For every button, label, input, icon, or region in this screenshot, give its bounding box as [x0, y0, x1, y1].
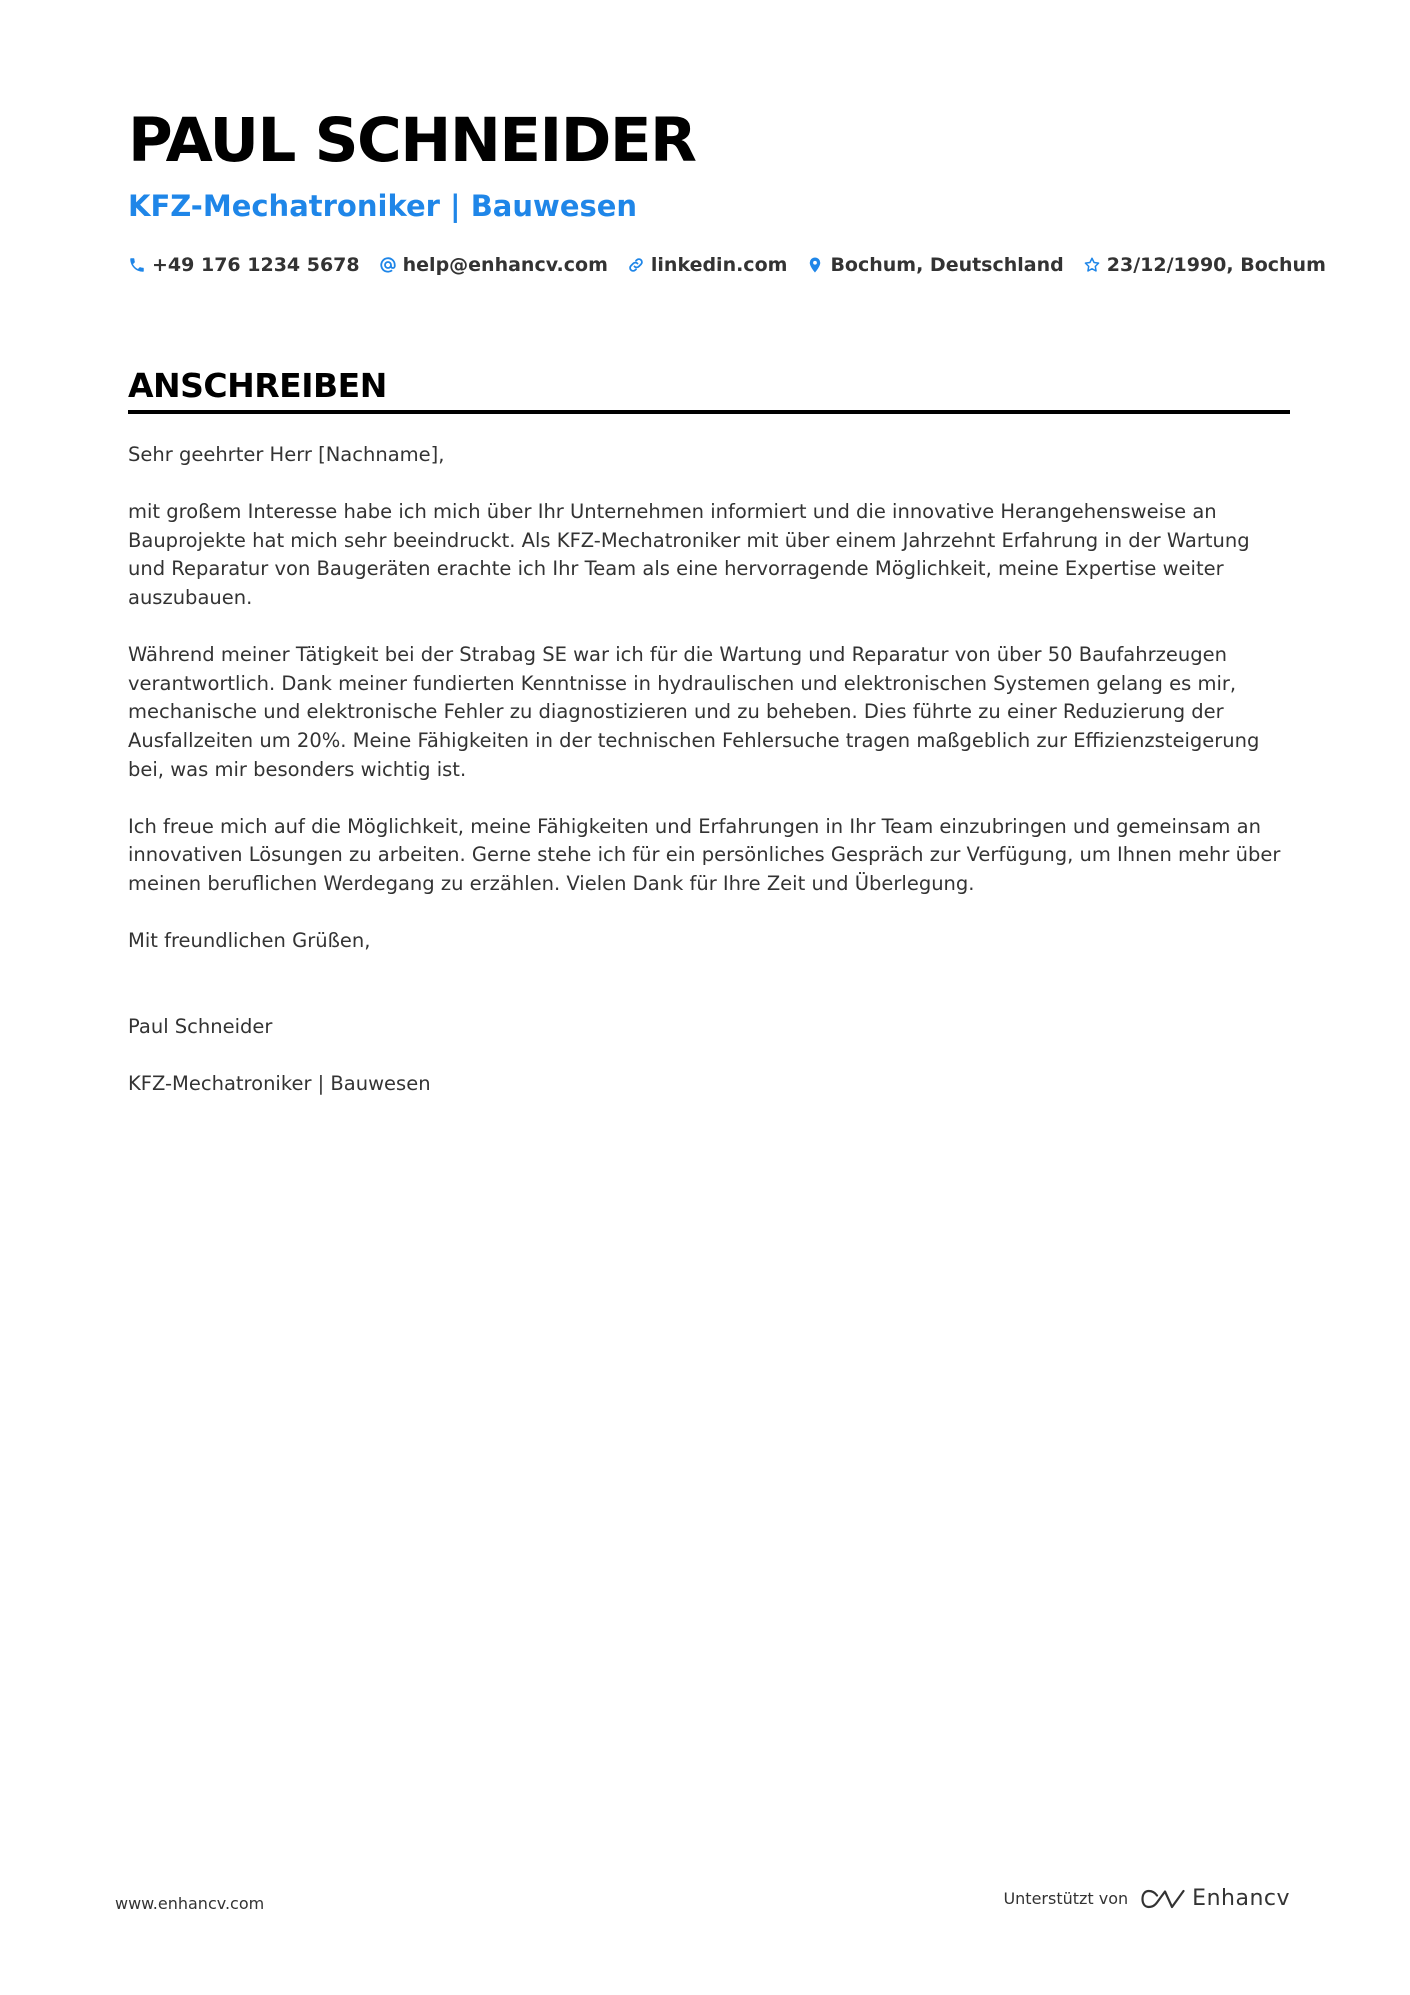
contact-email[interactable] — [379, 254, 608, 276]
footer-website[interactable]: www.enhancv.com — [115, 1894, 265, 1913]
powered-by-label: Unterstützt von — [1003, 1889, 1129, 1908]
contact-email-text[interactable]: help@enhancv.com — [402, 254, 608, 276]
contact-phone-text: +49 176 1234 5678 — [152, 254, 360, 276]
contact-birth-text: 23/12/1990, Bochum — [1106, 254, 1326, 276]
contact-location — [806, 254, 1063, 276]
contact-phone — [128, 254, 360, 276]
letter-paragraph-1: mit großem Interesse habe ich mich über Ihr Unternehmen informiert und die innovative Herangehensweise an Bauprojekte hat mich sehr beeindruckt. Als KFZ-Mechatroniker mit über einem Jahrzehnt Erfahrung in der Wartung und Reparatur von Baugeräten erachte ich Ihr Team als eine hervorragende Möglichkeit, meine Expertise weiter auszubauen. — [128, 500, 1250, 609]
letter-closing: Mit freundlichen Grüßen, — [128, 929, 371, 953]
applicant-name: PAUL SCHNEIDER — [128, 105, 696, 176]
link-icon — [627, 256, 645, 274]
applicant-title: KFZ-Mechatroniker | Bauwesen — [128, 189, 638, 223]
enhancv-logo-icon — [1140, 1887, 1186, 1911]
letter-salutation: Sehr geehrter Herr [Nachname], — [128, 443, 445, 466]
at-icon — [379, 256, 397, 274]
letter-body — [128, 441, 1290, 1127]
footer-branding — [1003, 1886, 1290, 1911]
section-title: ANSCHREIBEN — [128, 366, 387, 405]
contact-linkedin-text[interactable]: linkedin.com — [650, 254, 788, 276]
contact-linkedin[interactable] — [627, 254, 788, 276]
letter-paragraph-2: Während meiner Tätigkeit bei der Strabag SE war ich für die Wartung und Reparatur von über 50 Baufahrzeugen verantwortlich. Dank meiner fundierten Kenntnisse in hydraulischen und elektronischen Systemen gelang es mir, mechanische und elektronische Fehler zu diagnostizieren und zu beheben. Dies führte zu einer Reduzierung der Ausfallzeiten um 20%. Meine Fähigkeiten in der technischen Fehlersuche tragen maßgeblich zur Effizienzsteigerung bei, was mir besonders wichtig ist. — [128, 643, 1260, 781]
brand-name: Enhancv — [1192, 1886, 1290, 1911]
letter-paragraph-3: Ich freue mich auf die Möglichkeit, meine Fähigkeiten und Erfahrungen in Ihr Team einzubringen und gemeinsam an innovativen Lösungen zu arbeiten. Gerne stehe ich für ein persönliches Gespräch zur Verfügung, um Ihnen mehr über meinen beruflichen Werdegang zu erzählen. Vielen Dank für Ihre Zeit und Überlegung. — [128, 814, 1281, 895]
location-pin-icon — [806, 256, 824, 274]
signature-name: Paul Schneider — [128, 1014, 273, 1038]
contact-birth — [1083, 254, 1326, 276]
contact-location-text: Bochum, Deutschland — [830, 254, 1064, 276]
section-divider — [128, 410, 1290, 414]
signature-title: KFZ-Mechatroniker | Bauwesen — [128, 1071, 431, 1095]
star-icon — [1083, 256, 1101, 274]
phone-icon — [128, 256, 146, 274]
contact-bar — [128, 254, 1345, 276]
